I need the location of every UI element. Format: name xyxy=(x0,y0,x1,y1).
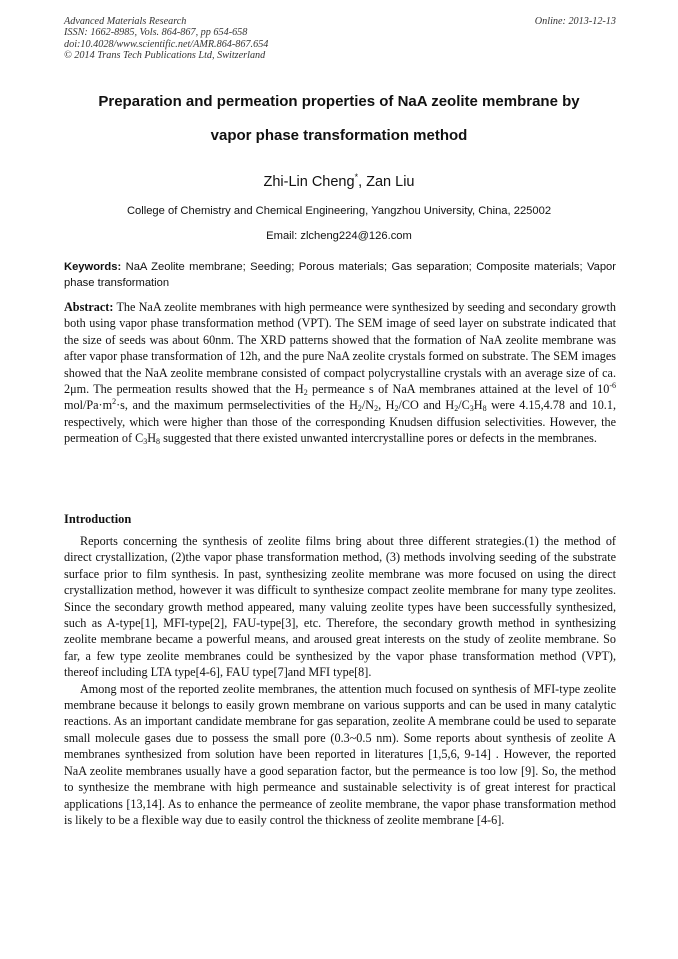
journal-doi: doi:10.4028/www.scientific.net/AMR.864-867.654 xyxy=(64,38,269,50)
abstract-text: mol/Pa·m xyxy=(64,398,113,413)
journal-header xyxy=(64,16,616,62)
affiliation: College of Chemistry and Chemical Engineering, Yangzhou University, China, 225002 xyxy=(126,205,552,217)
keywords-block xyxy=(64,260,616,291)
abstract-text: H xyxy=(473,398,483,413)
subscript: 2 xyxy=(394,404,399,414)
keywords-text: NaA Zeolite membrane; Seeding; Porous materials; Gas separation; Composite materials; Vapor phase transformation xyxy=(64,261,617,289)
abstract-text: The NaA zeolite membranes with high permeance were synthesized by seeding and secondary growth both using vapor phase transformation method (VPT). The SEM image of seed layer on substrate indicated that the size of seeds was about 60nm. The XRD patterns showed that the formation of NaA zeolite membrane was after vapor phase transformation of 12h, and the pure NaA zeolite crystals formed on substrate. The SEM images showed that the NaA zeolite membrane consisted of compact polycrystalline crystals with an average size of ca. 2μm. The permeation results showed that the H xyxy=(64,300,616,397)
author-list xyxy=(0,167,678,192)
author-2: , Zan Liu xyxy=(358,174,415,190)
paragraph: Among most of the reported zeolite membranes, the attention much focused on synthesis of MFI-type zeolite membrane because it belongs to easily grown membrane on various supports and can be used in many catalytic reactions. As an important candidate membrane for gas separation, zeolite A membrane could be used to separate small molecule gases due to possess the small pore (0.3~0.5 nm). Some reports about synthesis of zeolite A membranes synthesized from solution have been reported in literatures [1,5,6, 9-14] . However, the reported NaA zeolite membranes usually have a good separation factor, but the permeance is too low [9]. So, the method to synthesize the membrane with high permeance and sustainable selectivity is of great interest for practical applications [13,14]. As to enhance the permeance of zeolite membrane, the vapor phase transformation method is likely to be a flexible way due to easily control the thickness of zeolite membrane [4-6]. xyxy=(64,681,616,827)
subscript: 3 xyxy=(143,437,148,447)
section-heading-introduction: Introduction xyxy=(64,512,132,526)
journal-issn: ISSN: 1662-8985, Vols. 864-867, pp 654-658 xyxy=(64,27,248,39)
author-email: Email: zlcheng224@126.com xyxy=(266,230,412,242)
abstract-text: H xyxy=(147,431,157,446)
superscript: 2 xyxy=(112,397,117,407)
journal-copyright: © 2014 Trans Tech Publications Ltd, Switzerland xyxy=(64,50,266,62)
paragraph: Reports concerning the synthesis of zeolite films bring about three different strategies.(1) the method of direct crystallization, (2)the vapor phase transformation method, (3) methods involving seeding of the substrate surface prior to film synthesis. In past, synthesizing zeolite membrane was more focused on using the direct crystallization method, however it was difficult to synthesize compact zeolite membrane for many type zeolites. Since the secondary growth method appeared, many valuing zeolite types have been successfully synthesized, such as A-type[1], MFI-type[2], FAU-type[3], etc. Therefore, the secondary growth method in synthesizing zeolite membrane became a powerful means, and aroused great interests on the study of zeolite membrane. So far, a few type zeolite membranes could be synthesized by the vapor phase transformation method (VPT), thereof including LTA type[4-6], FAU type[7]and MFI type[8]. xyxy=(64,534,616,680)
abstract-text: /CO and H xyxy=(398,398,455,413)
author-1: Zhi-Lin Cheng xyxy=(263,174,355,190)
abstract-text: were 4.15,4.78 and 10.1, respectively, which were higher than those of the corresponding Knudsen diffusion selectivities. However, the permeation of C xyxy=(64,398,616,446)
abstract-label: Abstract: xyxy=(64,300,114,314)
subscript: 3 xyxy=(469,404,474,414)
online-date: Online: 2013-12-13 xyxy=(534,16,616,27)
introduction-body xyxy=(64,533,616,828)
keywords-label: Keywords: xyxy=(64,261,122,273)
abstract-block xyxy=(64,299,616,447)
corresponding-author-mark: * xyxy=(354,172,359,182)
subscript: 2 xyxy=(303,388,308,398)
subscript: 2 xyxy=(374,404,379,414)
paper-title xyxy=(40,85,638,153)
subscript: 2 xyxy=(357,404,362,414)
abstract-text: ·s, and the maximum permselectivities of the H xyxy=(116,398,358,413)
abstract-text: , H xyxy=(378,398,395,413)
abstract-text: suggested that there existed unwanted intercrystalline pores or defects in the membranes. xyxy=(160,431,597,446)
subscript: 2 xyxy=(454,404,459,414)
abstract-text: /C xyxy=(458,398,470,413)
superscript: -6 xyxy=(609,381,616,391)
subscript: 8 xyxy=(156,437,161,447)
title-line-2: vapor phase transformation method xyxy=(210,127,468,144)
journal-name: Advanced Materials Research xyxy=(64,16,187,27)
subscript: 8 xyxy=(482,404,487,414)
title-line-1: Preparation and permeation properties of NaA zeolite membrane by xyxy=(98,93,580,110)
abstract-text: /N xyxy=(361,398,375,413)
abstract-text: permeance s of NaA membranes attained at the level of 10 xyxy=(307,382,610,397)
